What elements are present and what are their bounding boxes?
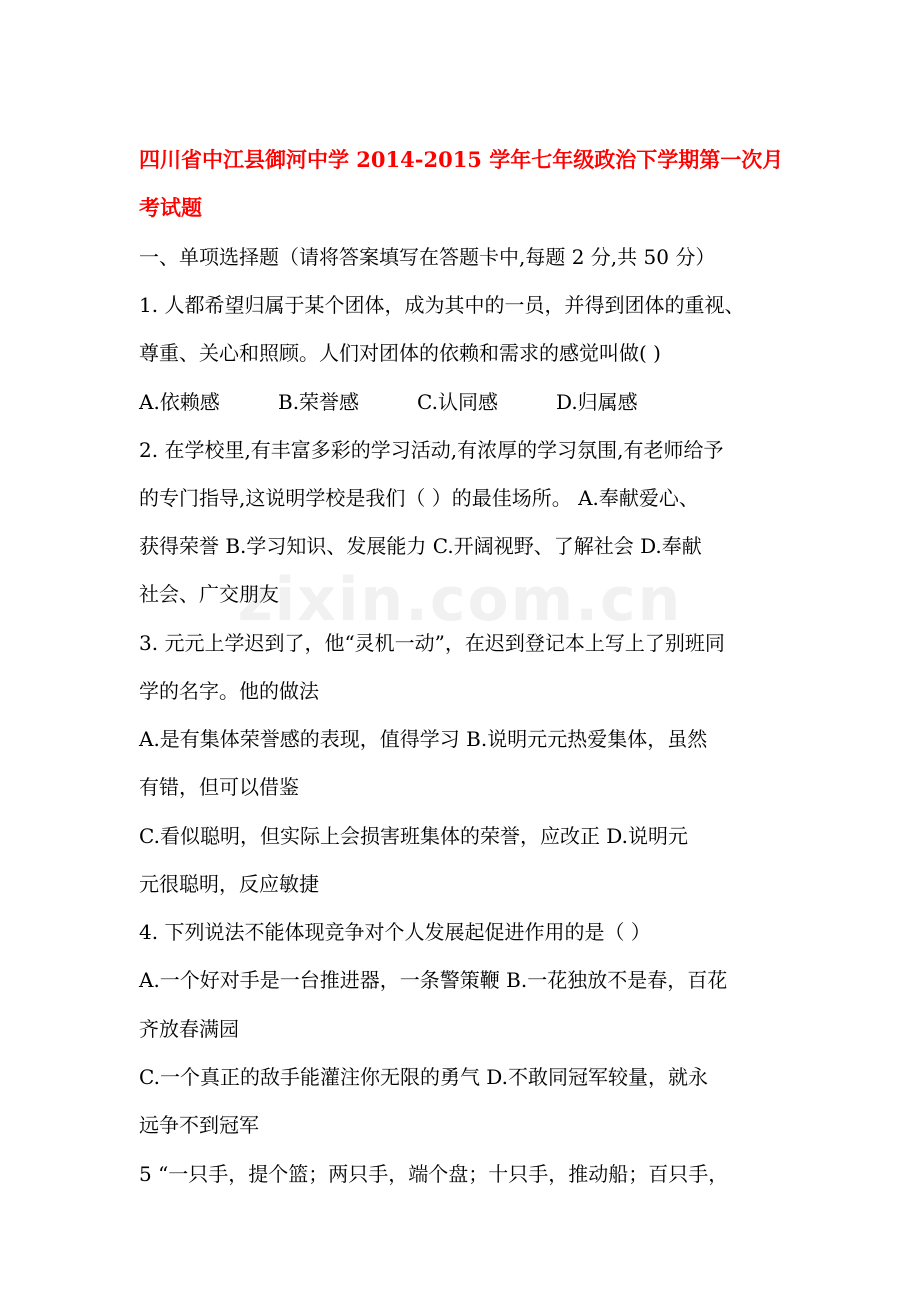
question-1-line-2: 尊重、关心和照顾。人们对团体的依赖和需求的感觉叫做( )	[139, 341, 661, 365]
question-1-line-1: 1. 人都希望归属于某个团体，成为其中的一员，并得到团体的重视、	[139, 293, 745, 317]
question-5-line-1: 5 “一只手，提个篮；两只手，端个盘；十只手，推动船；百只手，	[139, 1162, 729, 1186]
question-4-line-1: 4. 下列说法不能体现竞争对个人发展起促进作用的是（ ）	[139, 920, 651, 944]
question-3-line-4: 有错，但可以借鉴	[139, 775, 299, 799]
question-1-option-a: A.依赖感	[139, 390, 220, 414]
question-1-option-d: D.归属感	[556, 390, 638, 414]
section-heading: 一、单项选择题（请将答案填写在答题卡中,每题 2 分,共 50 分）	[139, 245, 716, 269]
question-1-option-b: B.荣誉感	[278, 390, 360, 414]
question-3-line-5: C.看似聪明，但实际上会损害班集体的荣誉，应改正 D.说明元	[139, 824, 688, 848]
question-2-line-2: 的专门指导,这说明学校是我们（ ）的最佳场所。 A.奉献爱心、	[139, 486, 699, 510]
question-3-line-2: 学的名字。他的做法	[139, 679, 319, 703]
watermark: zixin.com.cn	[237, 565, 683, 635]
question-1-option-c: C.认同感	[417, 390, 498, 414]
question-3-line-1: 3. 元元上学迟到了，他“灵机一动”，在迟到登记本上写上了别班同	[139, 631, 725, 655]
question-4-line-2: A.一个好对手是一台推进器，一条警策鞭 B.一花独放不是春，百花	[139, 968, 728, 992]
question-3-line-3: A.是有集体荣誉感的表现，值得学习 B.说明元元热爱集体，虽然	[139, 727, 708, 751]
question-2-line-1: 2. 在学校里,有丰富多彩的学习活动,有浓厚的学习氛围,有老师给予	[139, 438, 724, 462]
question-2-line-3: 获得荣誉 B.学习知识、发展能力 C.开阔视野、了解社会 D.奉献	[139, 534, 702, 558]
question-4-line-4: C.一个真正的敌手能灌注你无限的勇气 D.不敢同冠军较量，就永	[139, 1065, 708, 1089]
question-4-line-5: 远争不到冠军	[139, 1113, 259, 1137]
document-title-line-2: 考试题	[139, 195, 202, 220]
question-4-line-3: 齐放春满园	[139, 1017, 239, 1041]
document-title-line-1: 四川省中江县御河中学 2014-2015 学年七年级政治下学期第一次月	[139, 147, 784, 172]
question-2-line-4: 社会、广交朋友	[139, 582, 279, 606]
question-1-options	[139, 388, 638, 416]
question-3-line-6: 元很聪明，反应敏捷	[139, 872, 319, 896]
